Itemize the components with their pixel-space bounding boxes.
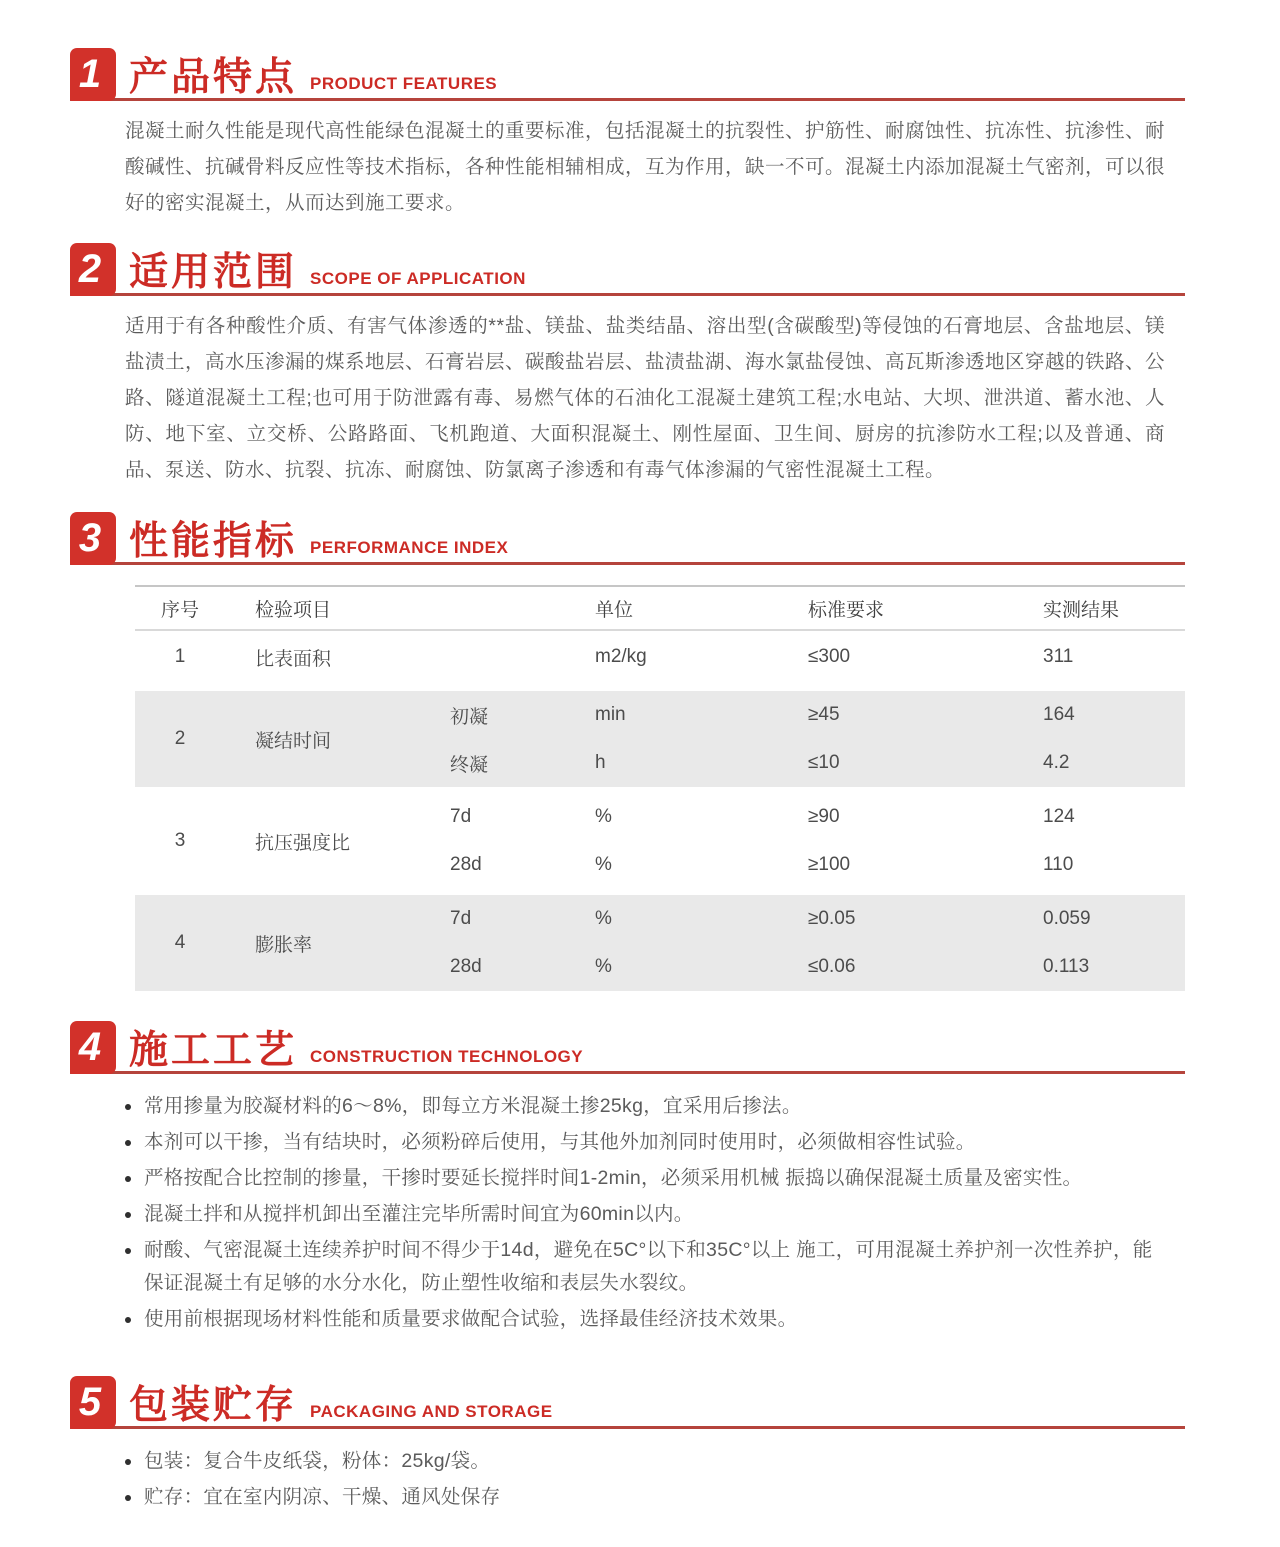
bullet-text: 耐酸、气密混凝土连续养护时间不得少于14d，避免在5C°以下和35C°以上 施工，可用混凝土养护剂一次性养护，能保证混凝土有足够的水分水化，防止塑性收缩和表层失水裂纹。 <box>144 1239 1153 1294</box>
cell-index: 2 <box>174 728 186 749</box>
cell-unit: min <box>595 704 626 725</box>
bullet-dot-icon <box>125 1495 131 1501</box>
col-header-unit: 单位 <box>595 599 634 621</box>
cell-subitem: 7d <box>450 806 472 827</box>
bullet-text: 贮存：宜在室内阴凉、干燥、通风处保存 <box>144 1486 501 1508</box>
bullet-item <box>125 1090 1165 1123</box>
performance-table <box>135 585 1185 991</box>
cell-requirement: ≥90 <box>808 806 840 827</box>
bullet-item <box>125 1198 1165 1231</box>
table-row <box>135 793 1185 889</box>
section-2-header <box>70 243 1185 296</box>
bullet-text: 常用掺量为胶凝材料的6～8%，即每立方米混凝土掺25kg，宜采用后掺法。 <box>144 1095 802 1117</box>
section-4-header <box>70 1021 1185 1074</box>
section-1-header <box>70 48 1185 101</box>
bullet-item <box>125 1445 1165 1478</box>
construction-bullet-list <box>125 1090 1165 1336</box>
cell-index: 4 <box>174 932 186 953</box>
section-3-header <box>70 512 1185 565</box>
section-number-badge: 5 <box>70 1376 116 1429</box>
bullet-dot-icon <box>125 1459 131 1465</box>
cell-result: 110 <box>1043 854 1074 875</box>
bullet-dot-icon <box>125 1176 131 1182</box>
section-subtitle-en: PERFORMANCE INDEX <box>310 538 509 557</box>
cell-unit: m2/kg <box>595 646 647 667</box>
cell-requirement: ≥0.05 <box>808 908 856 929</box>
col-header-item: 检验项目 <box>255 599 332 621</box>
cell-requirement: ≤0.06 <box>808 956 856 977</box>
cell-item: 抗压强度比 <box>255 832 351 854</box>
bullet-item <box>125 1234 1165 1300</box>
section-scope-of-application <box>70 243 1185 488</box>
cell-result: 0.113 <box>1043 956 1090 977</box>
bullet-dot-icon <box>125 1212 131 1218</box>
section-title: 性能指标 <box>129 520 298 563</box>
cell-subitem: 初凝 <box>450 706 489 728</box>
table-row <box>135 631 1185 683</box>
section-subtitle-en: PACKAGING AND STORAGE <box>310 1402 553 1421</box>
cell-requirement: ≤300 <box>808 646 851 667</box>
section-title: 包装贮存 <box>129 1384 298 1427</box>
cell-index: 1 <box>174 646 186 667</box>
table-header-row <box>135 585 1185 631</box>
section-product-features <box>70 48 1185 221</box>
cell-unit: % <box>595 908 612 929</box>
cell-result: 311 <box>1043 646 1074 667</box>
cell-unit: % <box>595 854 612 875</box>
section-title: 适用范围 <box>129 251 298 294</box>
cell-result: 124 <box>1043 806 1075 827</box>
cell-result: 4.2 <box>1043 752 1070 773</box>
section-number-badge: 4 <box>70 1021 116 1074</box>
bullet-text: 本剂可以干掺，当有结块时，必须粉碎后使用，与其他外加剂同时使用时，必须做相容性试验。 <box>144 1131 976 1153</box>
cell-result: 164 <box>1043 704 1075 725</box>
cell-unit: h <box>595 752 606 773</box>
cell-unit: % <box>595 956 612 977</box>
section-number-badge: 2 <box>70 243 116 296</box>
section-construction-technology <box>70 1021 1185 1336</box>
bullet-dot-icon <box>125 1140 131 1146</box>
cell-requirement: ≤10 <box>808 752 840 773</box>
section-performance-index <box>70 512 1185 991</box>
section-packaging-and-storage <box>70 1376 1185 1514</box>
section-title: 施工工艺 <box>129 1029 298 1072</box>
cell-item: 凝结时间 <box>255 730 332 752</box>
col-header-requirement: 标准要求 <box>808 599 885 621</box>
cell-requirement: ≥100 <box>808 854 851 875</box>
col-header-index: 序号 <box>160 599 199 621</box>
bullet-dot-icon <box>125 1104 131 1110</box>
section-number-badge: 3 <box>70 512 116 565</box>
bullet-dot-icon <box>125 1248 131 1254</box>
bullet-item <box>125 1303 1165 1336</box>
cell-result: 0.059 <box>1043 908 1091 929</box>
cell-item: 比表面积 <box>255 648 332 670</box>
table-row <box>135 691 1185 787</box>
section-subtitle-en: SCOPE OF APPLICATION <box>310 269 526 288</box>
cell-subitem: 28d <box>450 854 482 875</box>
packaging-bullet-list <box>125 1445 1165 1514</box>
bullet-text: 使用前根据现场材料性能和质量要求做配合试验，选择最佳经济技术效果。 <box>144 1308 798 1330</box>
cell-unit: % <box>595 806 612 827</box>
section-title: 产品特点 <box>129 56 298 99</box>
cell-subitem: 7d <box>450 908 472 929</box>
cell-requirement: ≥45 <box>808 704 840 725</box>
bullet-dot-icon <box>125 1317 131 1323</box>
bullet-item <box>125 1126 1165 1159</box>
section-5-header <box>70 1376 1185 1429</box>
section-2-paragraph: 适用于有各种酸性介质、有害气体渗透的**盐、镁盐、盐类结晶、溶出型(含碳酸型)等侵蚀的石膏地层、含盐地层、镁盐渍土，高水压渗漏的煤系地层、石膏岩层、碳酸盐岩层、盐渍盐湖、海水氯盐侵蚀、高瓦斯渗透地区穿越的铁路、公路、隧道混凝土工程;也可用于防泄露有毒、易燃气体的石油化工混凝土建筑工程;水电站、大坝、泄洪道、蓄水池、人防、地下室、立交桥、公路路面、飞机跑道、大面积混凝土、刚性屋面、卫生间、厨房的抗渗防水工程;以及普通、商品、泵送、防水、抗裂、抗冻、耐腐蚀、防氯离子渗透和有毒气体渗漏的气密性混凝土工程。 <box>125 315 1166 481</box>
bullet-text: 严格按配合比控制的掺量，干掺时要延长搅拌时间1-2min，必须采用机械 振捣以确保混凝土质量及密实性。 <box>144 1167 1083 1189</box>
cell-index: 3 <box>174 830 186 851</box>
section-number-badge: 1 <box>70 48 116 101</box>
cell-item: 膨胀率 <box>255 934 313 956</box>
col-header-result: 实测结果 <box>1043 599 1120 621</box>
bullet-item <box>125 1162 1165 1195</box>
section-subtitle-en: CONSTRUCTION TECHNOLOGY <box>310 1047 584 1066</box>
section-1-paragraph: 混凝土耐久性能是现代高性能绿色混凝土的重要标准，包括混凝土的抗裂性、护筋性、耐腐蚀性、抗冻性、抗渗性、耐酸碱性、抗碱骨料反应性等技术指标，各种性能相辅相成，互为作用，缺一不可。混凝土内添加混凝土气密剂，可以很好的密实混凝土，从而达到施工要求。 <box>125 120 1166 214</box>
cell-subitem: 终凝 <box>450 754 489 776</box>
bullet-text: 混凝土拌和从搅拌机卸出至灌注完毕所需时间宜为60min以内。 <box>144 1203 694 1225</box>
table-row <box>135 895 1185 991</box>
section-subtitle-en: PRODUCT FEATURES <box>310 74 498 93</box>
bullet-text: 包装：复合牛皮纸袋，粉体：25kg/袋。 <box>144 1450 491 1472</box>
bullet-item <box>125 1481 1165 1514</box>
cell-subitem: 28d <box>450 956 482 977</box>
